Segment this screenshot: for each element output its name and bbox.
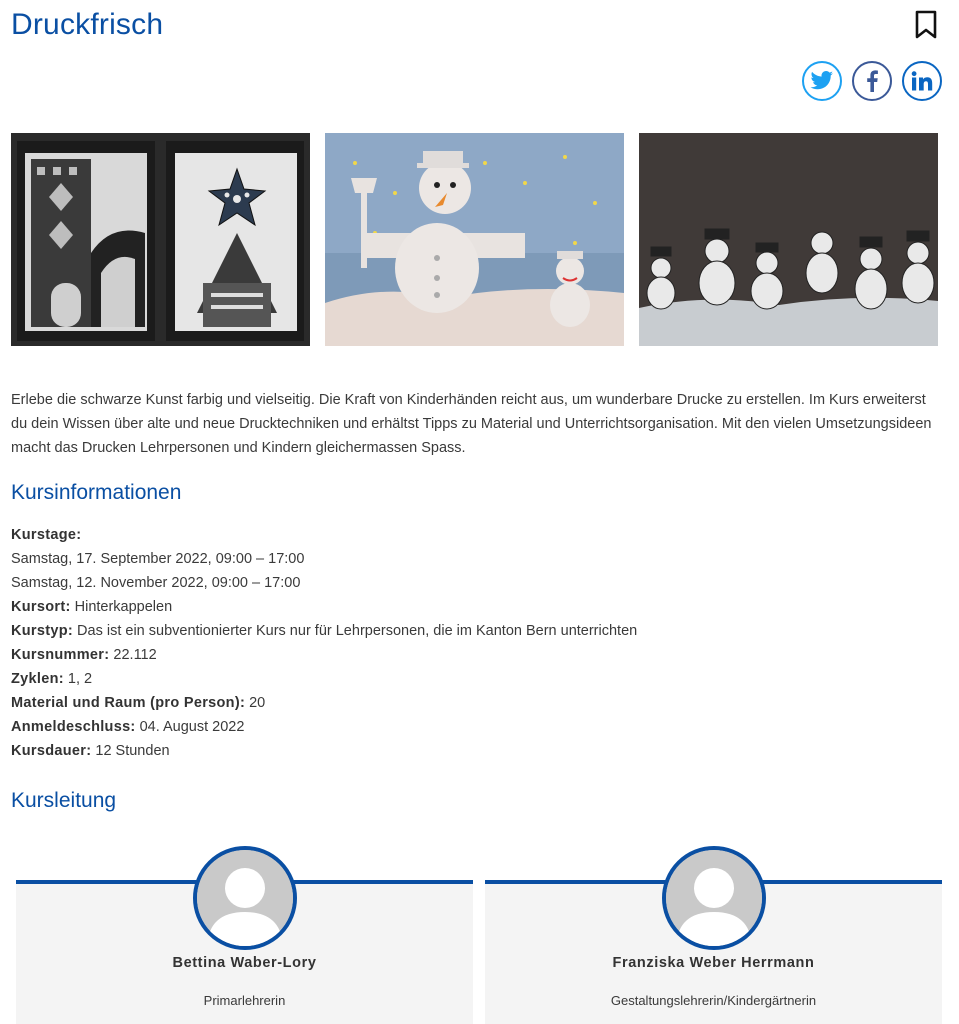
linkedin-share-button[interactable] (902, 61, 942, 101)
material-label: Material und Raum (pro Person): (11, 695, 246, 711)
kursdauer-value: 12 Stunden (95, 743, 170, 759)
anmeldeschluss-value: 04. August 2022 (139, 719, 245, 735)
kursort-label: Kursort: (11, 599, 71, 615)
kursdauer-label: Kursdauer: (11, 743, 92, 759)
facebook-icon (865, 70, 879, 92)
kursort-row (11, 595, 936, 619)
anmeldeschluss-row (11, 715, 936, 739)
gallery-image-prints-frames[interactable] (11, 133, 310, 346)
person-name: Franziska Weber Herrmann (612, 955, 815, 971)
zyklen-row (11, 667, 936, 691)
person-role: Primarlehrerin (203, 993, 286, 1008)
facebook-share-button[interactable] (852, 61, 892, 101)
person-role: Gestaltungslehrerin/Kindergärtnerin (610, 993, 817, 1008)
course-info-list (11, 523, 936, 763)
kursnummer-label: Kursnummer: (11, 647, 110, 663)
kurstage-label: Kurstage: (11, 527, 82, 543)
user-placeholder-icon (666, 850, 762, 946)
page-title: Druckfrisch (11, 8, 164, 41)
avatar (193, 846, 297, 950)
kursnummer-row (11, 643, 936, 667)
kursnummer-value: 22.112 (113, 647, 157, 663)
kursleitung-heading: Kursleitung (11, 789, 117, 812)
avatar (662, 846, 766, 950)
kurstyp-label: Kurstyp: (11, 623, 74, 639)
person-name: Bettina Waber-Lory (172, 955, 317, 971)
kurstag-date-2: Samstag, 12. November 2022, 09:00 – 17:00 (11, 575, 301, 591)
kursort-value: Hinterkappelen (74, 599, 173, 615)
bookmark-icon[interactable] (913, 10, 939, 40)
intro-text: Erlebe die schwarze Kunst farbig und vielseitig. Die Kraft von Kinderhänden reicht aus, um wunderbare Drucke zu erstellen. Im Kurs erweiterst du dein Wissen über alte und neue Drucktechniken und erhältst Tipps zu Material und Unterrichtsorganisation. Mit den vielen Umsetzungsideen macht das Drucken Lehrpersonen und Kindern gleichermassen Spass. (11, 392, 932, 456)
anmeldeschluss-label: Anmeldeschluss: (11, 719, 136, 735)
twitter-icon (810, 71, 834, 91)
kursdauer-row (11, 739, 936, 763)
kurstag-date-1: Samstag, 17. September 2022, 09:00 – 17:00 (11, 551, 305, 567)
material-value: 20 (249, 695, 266, 711)
person-card[interactable] (16, 880, 473, 1024)
zyklen-value: 1, 2 (67, 671, 93, 687)
kurstyp-row (11, 619, 936, 643)
kurstyp-value: Das ist ein subventionierter Kurs nur für Lehrpersonen, die im Kanton Bern unterrichten (77, 623, 638, 639)
user-placeholder-icon (197, 850, 293, 946)
kursinformationen-heading: Kursinformationen (11, 481, 182, 504)
gallery-image-snowman-blue[interactable] (325, 133, 624, 346)
twitter-share-button[interactable] (802, 61, 842, 101)
material-row (11, 691, 936, 715)
person-card[interactable] (485, 880, 942, 1024)
gallery-image-snowmen-black[interactable] (639, 133, 938, 346)
linkedin-icon (911, 71, 933, 91)
kurstage-row (11, 523, 936, 547)
zyklen-label: Zyklen: (11, 671, 64, 687)
